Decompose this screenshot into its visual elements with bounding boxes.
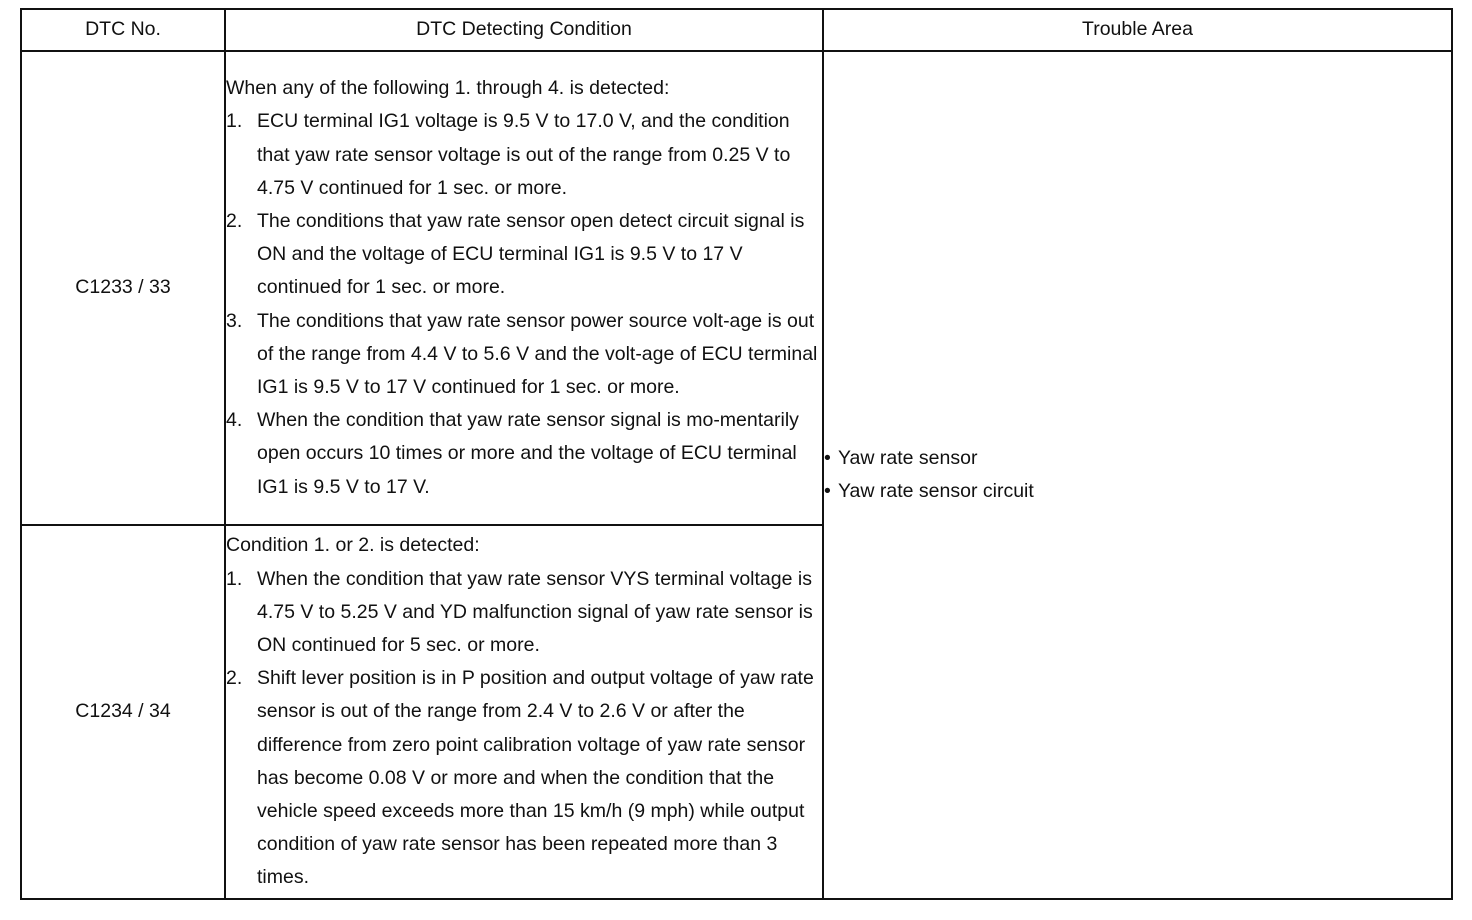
- bullet-icon: •: [824, 480, 831, 502]
- header-detecting-condition: DTC Detecting Condition: [225, 9, 823, 51]
- condition-number: 3.: [226, 309, 243, 332]
- trouble-area-item: [824, 442, 1451, 475]
- condition-number: 4.: [226, 409, 243, 432]
- condition-item: [226, 404, 822, 504]
- trouble-area-cell: [823, 51, 1452, 899]
- condition-cell: [225, 525, 823, 899]
- condition-lead: When any of the following 1. through 4. is detected:: [226, 77, 670, 100]
- condition-item: [226, 105, 822, 205]
- condition-cell: [225, 51, 823, 525]
- trouble-area-text: Yaw rate sensor: [838, 446, 978, 469]
- condition-text: When the condition that yaw rate sensor signal is mo-mentarily open occurs 10 times or more and the voltage of ECU terminal IG1 is 9.5 V to 17 V.: [257, 409, 799, 498]
- dtc-table: [20, 8, 1453, 900]
- condition-item: [226, 205, 822, 305]
- condition-list: [226, 105, 822, 503]
- condition-text: When the condition that yaw rate sensor VYS terminal voltage is 4.75 V to 5.25 V and YD malfunction signal of yaw rate sensor is ON continued for 5 sec. or more.: [257, 567, 813, 656]
- dtc-code-cell: C1233 / 33: [21, 51, 225, 525]
- condition-item: [226, 563, 822, 663]
- condition-number: 2.: [226, 667, 243, 690]
- condition-number: 1.: [226, 110, 243, 133]
- condition-text: ECU terminal IG1 voltage is 9.5 V to 17.0 V, and the condition that yaw rate sensor voltage is out of the range from 0.25 V to 4.75 V continued for 1 sec. or more.: [257, 110, 791, 199]
- condition-text: The conditions that yaw rate sensor power source volt-age is out of the range from 4.4 V to 5.6 V and the volt-age of ECU terminal IG1 is 9.5 V to 17 V continued for 1 sec. or more.: [257, 309, 818, 398]
- condition-number: 2.: [226, 209, 243, 232]
- dtc-code-cell: C1234 / 34: [21, 525, 225, 899]
- condition-lead: Condition 1. or 2. is detected:: [226, 534, 480, 557]
- condition-text: The conditions that yaw rate sensor open detect circuit signal is ON and the voltage of ECU terminal IG1 is 9.5 V to 17 V continued for 1 sec. or more.: [257, 209, 805, 299]
- trouble-area-text: Yaw rate sensor circuit: [838, 480, 1034, 502]
- bullet-icon: •: [824, 446, 831, 469]
- trouble-area-list: [824, 442, 1451, 508]
- condition-number: 1.: [226, 567, 243, 590]
- header-trouble-area: Trouble Area: [823, 9, 1452, 51]
- condition-item: [226, 662, 822, 894]
- condition-text: Shift lever position is in P position and output voltage of yaw rate sensor is out of the range from 2.4 V to 2.6 V or after the difference from zero point calibration voltage of yaw rate sensor has become 0.08 V or more and when the condition that the vehicle speed exceeds more than 15 km/h (9 mph) while output condition of yaw rate sensor has been repeated more than 3 times.: [257, 667, 814, 889]
- header-dtc-no: DTC No.: [21, 9, 225, 51]
- condition-item: [226, 305, 822, 405]
- condition-list: [226, 563, 822, 895]
- table-row: [21, 51, 1452, 525]
- table-header-row: [21, 9, 1452, 51]
- trouble-area-item: [824, 475, 1451, 508]
